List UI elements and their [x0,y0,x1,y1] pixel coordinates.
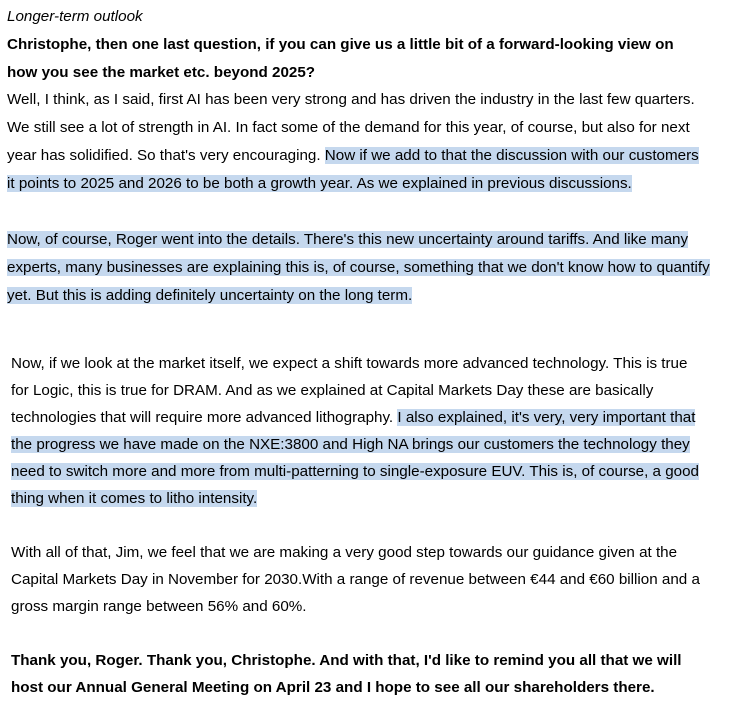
answer2-line-1 [7,229,688,251]
answer1-line-4-highlight: it points to 2025 and 2026 to be both a growth year. As we explained in previous discussions. [7,175,632,192]
answer1-line-3-highlight: Now if we add to that the discussion with our customers [324,147,699,164]
answer1-line-4 [7,173,632,195]
answer4-line-1: With all of that, Jim, we feel that we are making a very good step towards our guidance given at the [11,544,678,561]
answer3-line-3-highlight: I also explained, it's very, very important that [397,409,696,426]
answer3-line-2: for Logic, this is true for DRAM. And as we explained at Capital Markets Day these are basically [11,382,654,399]
question-line-2: how you see the market etc. beyond 2025? [7,64,316,81]
answer1-line-2: We still see a lot of strength in AI. In fact some of the demand for this year, of course, but also for next [7,119,690,136]
answer3-line-6-highlight: thing when it comes to litho intensity. [11,490,258,507]
answer3-line-5-highlight: need to switch more and more from multi-patterning to single-exposure EUV. This is, of course, a good [11,463,699,480]
answer4-line-3: gross margin range between 56% and 60%. [11,598,307,615]
answer1-line-1: Well, I think, as I said, first AI has been very strong and has driven the industry in the last few quarters. [7,91,695,108]
answer2-line-2 [7,257,710,279]
answer1-line-3-plain: year has solidified. So that's very encouraging. [7,147,325,164]
answer3-line-5 [11,461,699,483]
answer3-line-1: Now, if we look at the market itself, we expect a shift towards more advanced technology. This is true [11,355,688,372]
answer3-line-4 [11,434,690,456]
closing-line-1: Thank you, Roger. Thank you, Christophe. And with that, I'd like to remind you all that we will [11,652,682,669]
answer3-line-3 [11,407,695,429]
answer3-line-3-plain: technologies that will require more advanced lithography. [11,409,398,426]
answer3-line-4-highlight: the progress we have made on the NXE:3800 and High NA brings our customers the technology they [11,436,690,453]
answer2-line-3-highlight: yet. But this is adding definitely uncertainty on the long term. [7,287,413,304]
answer3-line-6 [11,488,257,510]
question-line-1: Christophe, then one last question, if you can give us a little bit of a forward-looking view on [7,36,674,53]
answer2-line-2-highlight: experts, many businesses are explaining this is, of course, something that we don't know how to quantify [7,259,710,276]
section-heading: Longer-term outlook [7,8,143,25]
answer2-line-1-highlight: Now, of course, Roger went into the details. There's this new uncertainty around tariffs. And like many [7,231,689,248]
answer1-line-3 [7,145,699,167]
closing-line-2: host our Annual General Meeting on April 23 and I hope to see all our shareholders there. [11,679,655,696]
answer4-line-2: Capital Markets Day in November for 2030.With a range of revenue between €44 and €60 billion and a [11,571,700,588]
answer2-line-3 [7,285,412,307]
